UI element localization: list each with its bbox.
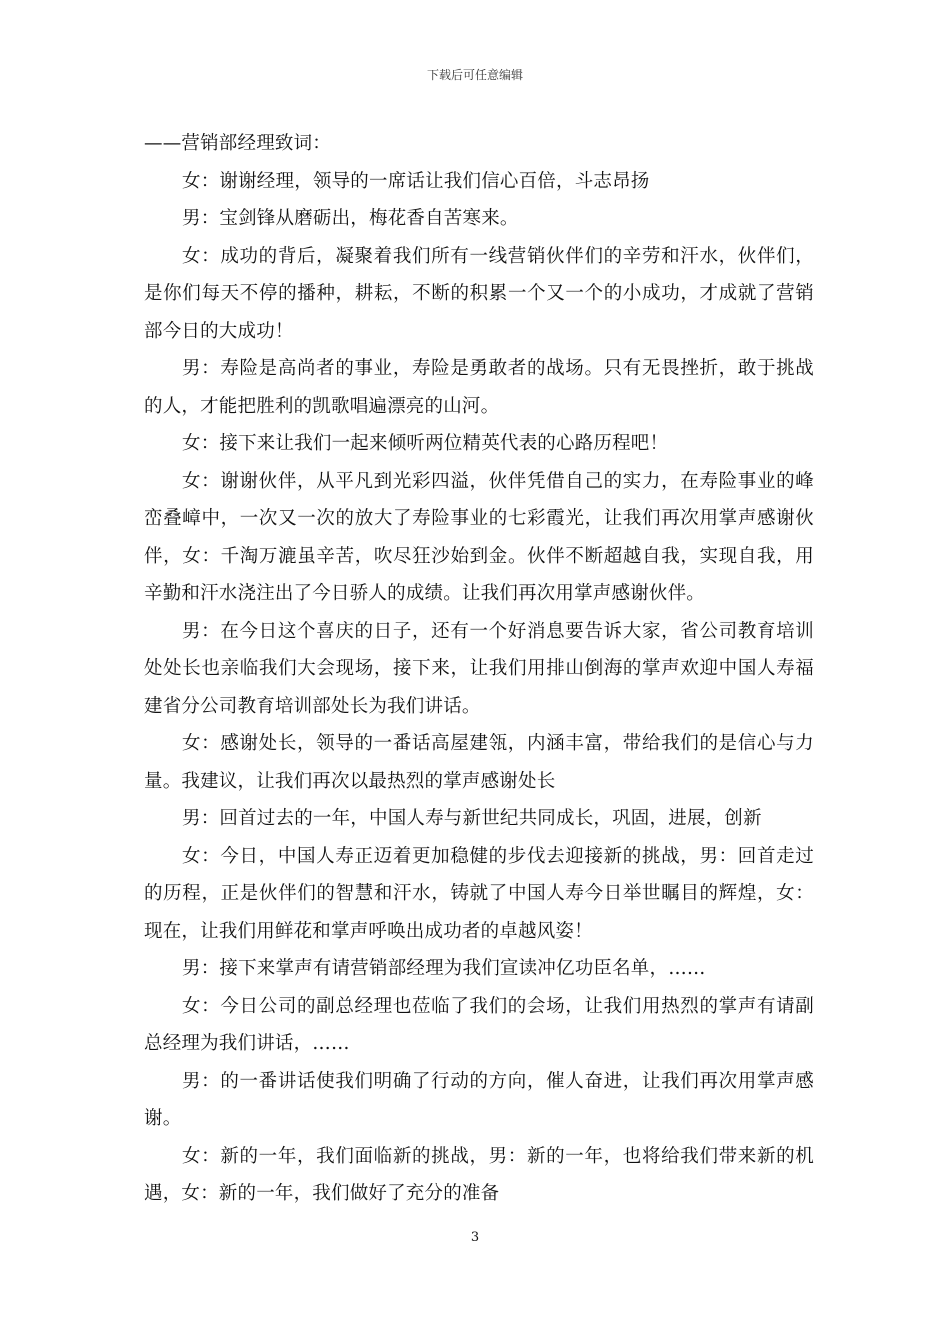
paragraph: 女：接下来让我们一起来倾听两位精英代表的心路历程吧！ xyxy=(182,433,669,454)
document-body xyxy=(144,125,814,1213)
paragraph: 女：成功的背后，凝聚着我们所有一线营销伙伴们的辛劳和汗水，伙伴们，是你们每天不停的播种，耕耘，不断的积累一个又一个的小成功，才成就了营销部今日的大成功！ xyxy=(144,245,814,342)
paragraph: 男：的一番讲话使我们明确了行动的方向，催人奋进，让我们再次用掌声感谢。 xyxy=(144,1070,814,1129)
paragraph: 男：接下来掌声有请营销部经理为我们宣读冲亿功臣名单，…… xyxy=(182,958,706,979)
paragraph: 女：谢谢经理，领导的一席话让我们信心百倍，斗志昂扬 xyxy=(182,170,650,192)
paragraph: 女：感谢处长，领导的一番话高屋建瓴，内涵丰富，带给我们的是信心与力量。我建议，让我们再次以最热烈的掌声感谢处长 xyxy=(144,733,814,792)
paragraph: ——营销部经理致词： xyxy=(144,133,332,154)
page-number: 3 xyxy=(470,1230,480,1245)
paragraph: 男：寿险是高尚者的事业，寿险是勇敢者的战场。只有无畏挫折，敢于挑战的人，才能把胜利的凯歌唱遍漂亮的山河。 xyxy=(144,358,814,417)
paragraph: 女：今日，中国人寿正迈着更加稳健的步伐去迎接新的挑战，男：回首走过的历程，正是伙伴们的智慧和汗水，铸就了中国人寿今日举世瞩目的辉煌，女：现在，让我们用鲜花和掌声呼唤出成功者的卓越风姿！ xyxy=(144,845,814,942)
paragraph: 男：在今日这个喜庆的日子，还有一个好消息要告诉大家，省公司教育培训处处长也亲临我们大会现场，接下来，让我们用排山倒海的掌声欢迎中国人寿福建省分公司教育培训部处长为我们讲话。 xyxy=(144,620,814,717)
page-header: 下载后可任意编辑 xyxy=(426,68,523,82)
paragraph: 男：宝剑锋从磨砺出，梅花香自苦寒来。 xyxy=(182,208,519,229)
paragraph: 男：回首过去的一年，中国人寿与新世纪共同成长，巩固，进展，创新 xyxy=(182,808,762,829)
paragraph: 女：谢谢伙伴，从平凡到光彩四溢，伙伴凭借自己的实力，在寿险事业的峰峦叠嶂中，一次又一次的放大了寿险事业的七彩霞光，让我们再次用掌声感谢伙伴，女：千淘万漉虽辛苦，吹尽狂沙始到金。伙伴不断超越自我，实现自我，用辛勤和汗水浇注出了今日骄人的成绩。让我们再次用掌声感谢伙伴。 xyxy=(144,470,814,604)
paragraph: 女：今日公司的副总经理也莅临了我们的会场，让我们用热烈的掌声有请副总经理为我们讲话，…… xyxy=(144,995,814,1054)
paragraph: 女：新的一年，我们面临新的挑战，男：新的一年，也将给我们带来新的机遇，女：新的一年，我们做好了充分的准备 xyxy=(144,1145,814,1204)
